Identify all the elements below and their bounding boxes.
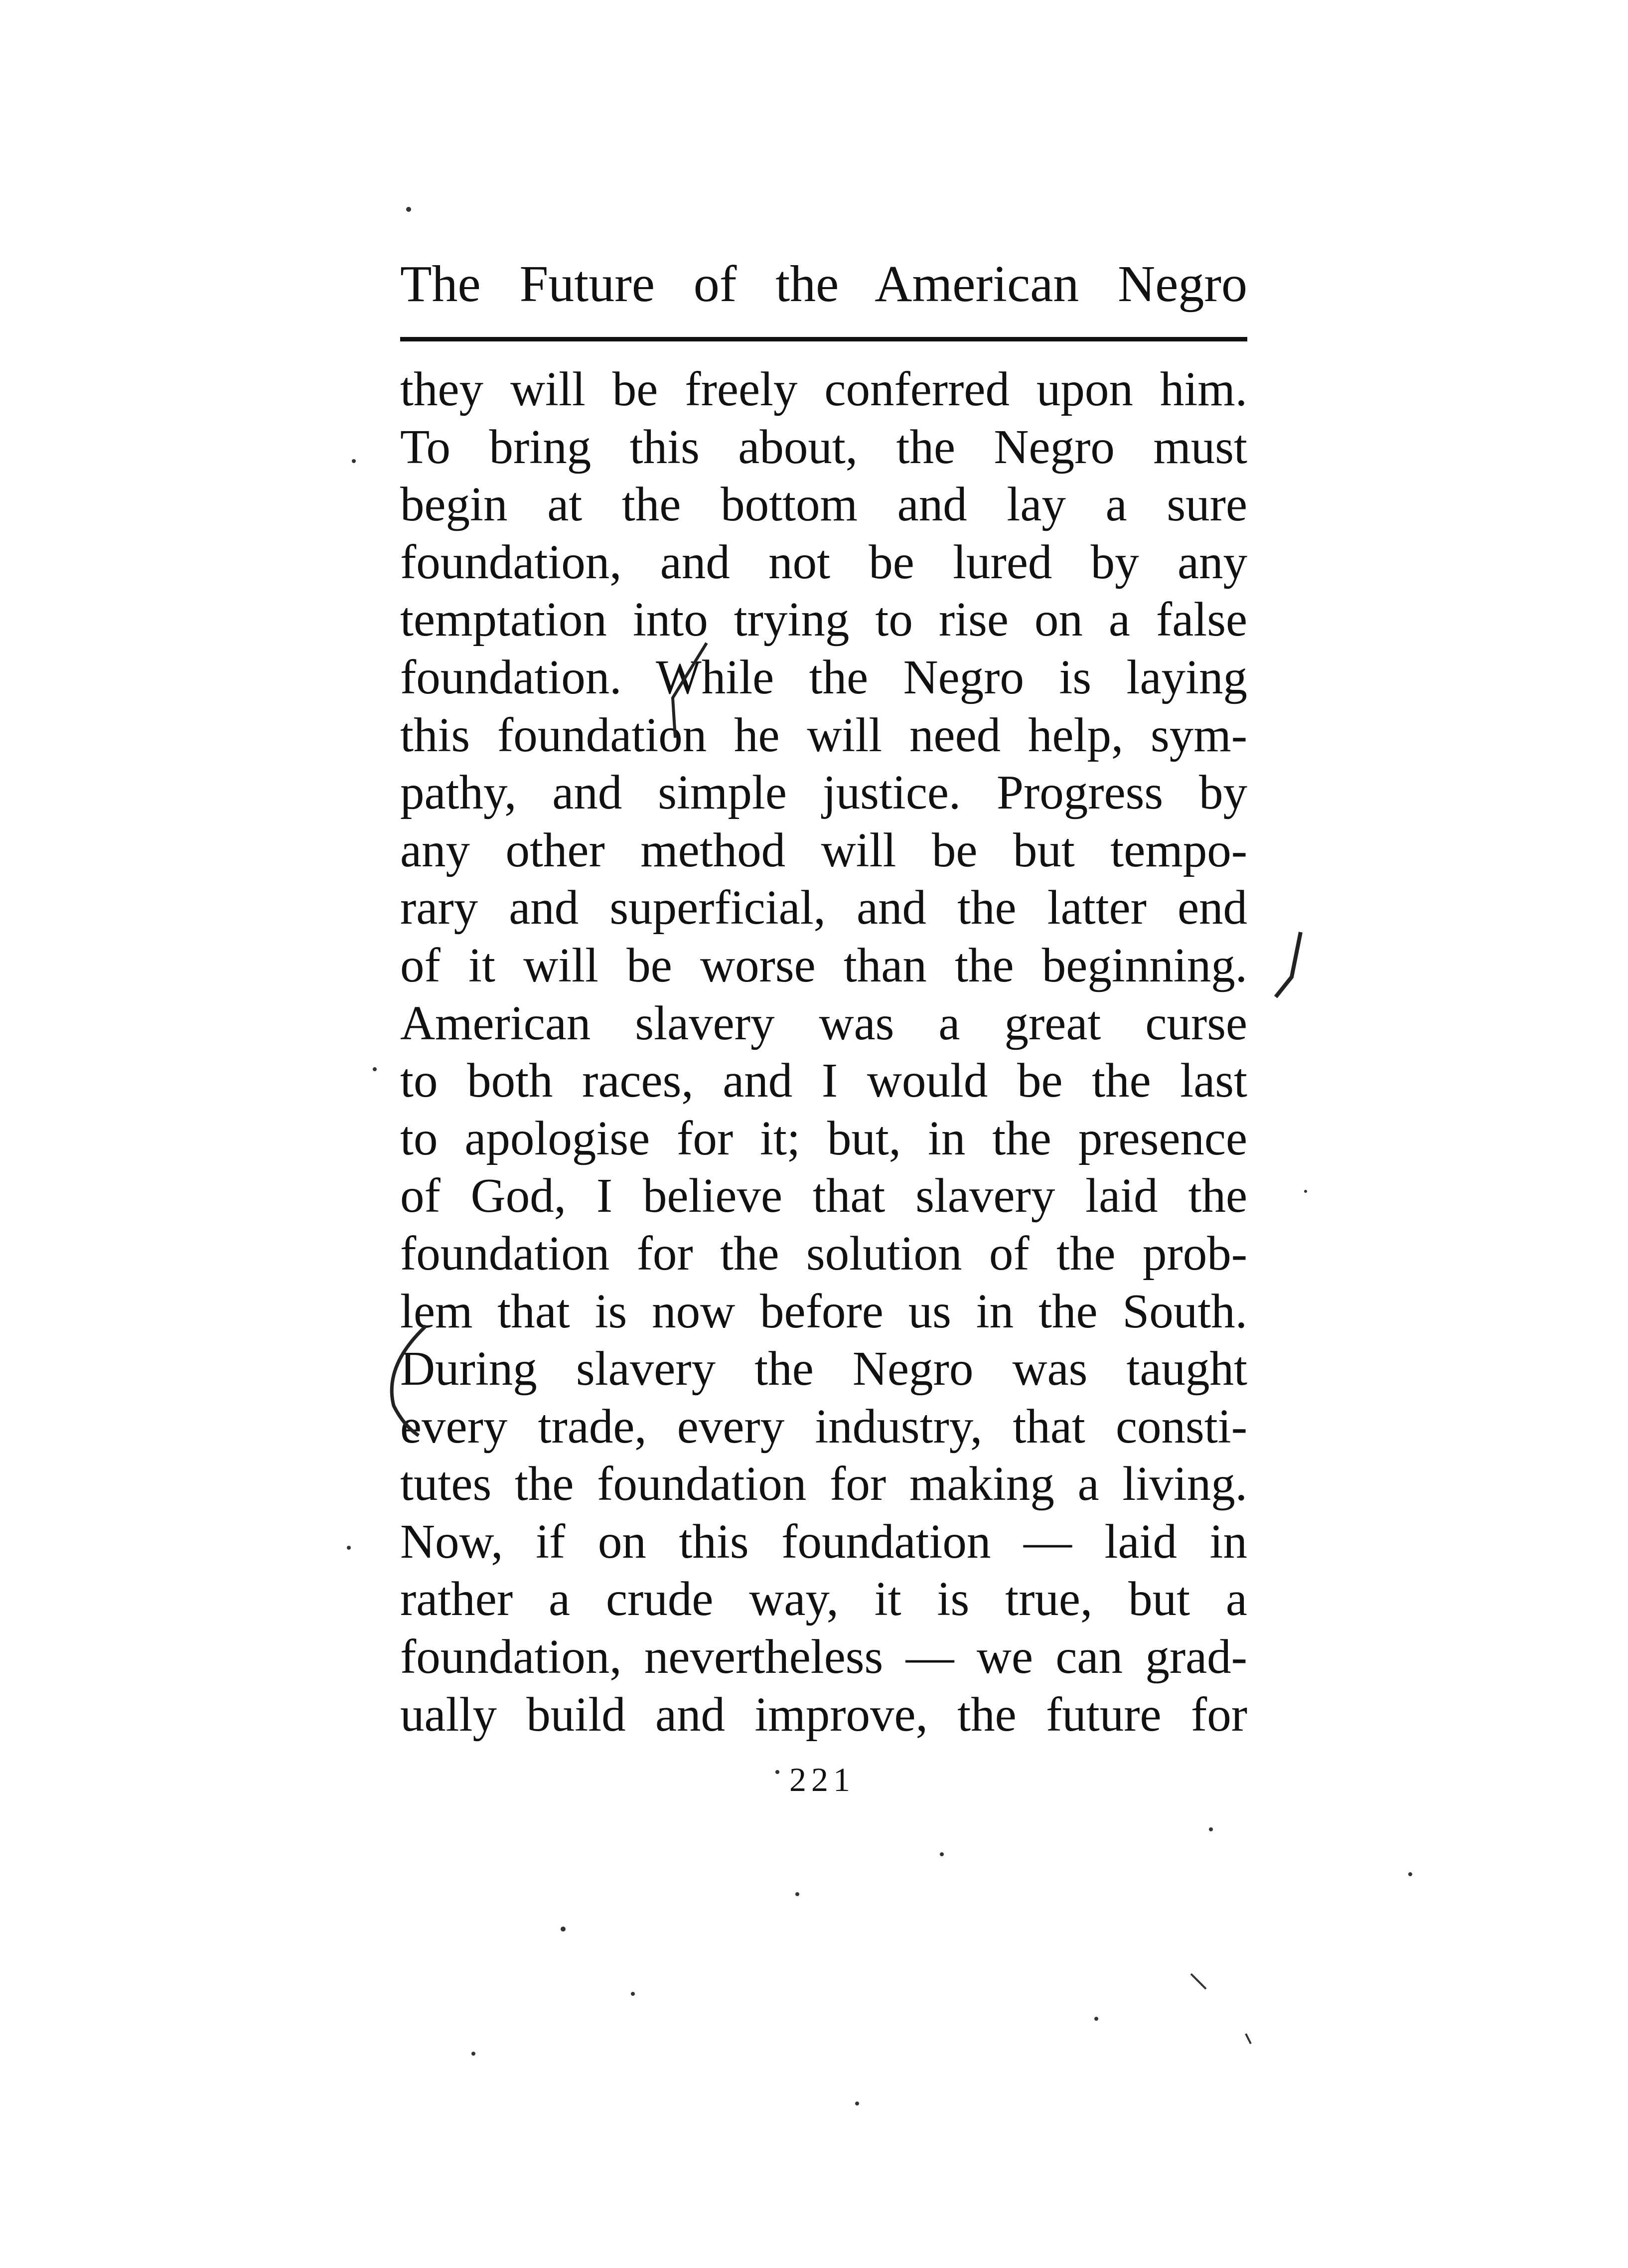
speck — [1094, 2017, 1098, 2021]
pencil-bracket-mark — [392, 1326, 426, 1436]
speck — [406, 207, 411, 212]
speck — [631, 1992, 635, 1996]
speck — [940, 1852, 944, 1856]
text-line: To bring this about, the Negro must — [400, 420, 1247, 474]
pencil-slash-mark — [1276, 932, 1301, 997]
text-line: foundation, nevertheless — we can grad- — [400, 1630, 1247, 1684]
speck — [471, 2052, 475, 2056]
text-line: begin at the bottom and lay a sure — [400, 478, 1247, 531]
speck — [352, 459, 356, 463]
text-line: During slavery the Negro was taught — [400, 1342, 1247, 1396]
text-line: ually build and improve, the future for — [400, 1687, 1247, 1741]
text-line: foundation for the solution of the prob- — [400, 1226, 1247, 1280]
speck — [1304, 1190, 1307, 1193]
speck — [1191, 1974, 1206, 1989]
text-line: pathy, and simple justice. Progress by — [400, 766, 1247, 819]
speck — [373, 1067, 377, 1071]
speck — [1209, 1827, 1213, 1831]
text-line: tutes the foundation for making a living. — [400, 1457, 1247, 1511]
text-line: of it will be worse than the beginning. — [400, 938, 1247, 992]
running-head: The Future of the American Negro — [400, 255, 1247, 313]
text-line: lem that is now before us in the South. — [400, 1284, 1247, 1338]
speck — [795, 1892, 799, 1896]
text-line: to apologise for it; but, in the presence — [400, 1111, 1247, 1165]
text-line: American slavery was a great curse — [400, 996, 1247, 1050]
text-line: Now, if on this foundation — laid in — [400, 1514, 1247, 1568]
text-line: rary and superficial, and the latter end — [400, 881, 1247, 935]
text-line: every trade, every industry, that consti- — [400, 1399, 1247, 1453]
text-line: this foundation he will need help, sym- — [400, 708, 1247, 762]
text-line: to both races, and I would be the last — [400, 1054, 1247, 1108]
pencil-slash-mark — [673, 643, 707, 738]
speck — [347, 1546, 351, 1550]
speck — [561, 1927, 566, 1932]
speck — [1408, 1872, 1412, 1876]
text-line: of God, I believe that slavery laid the — [400, 1169, 1247, 1223]
text-line: any other method will be but tempo- — [400, 823, 1247, 877]
text-line: foundation, and not be lured by any — [400, 535, 1247, 589]
text-line: they will be freely conferred upon him. — [400, 362, 1247, 416]
speck — [1246, 2034, 1251, 2044]
page-number: 221 — [789, 1761, 855, 1798]
text-line: temptation into trying to rise on a false — [400, 593, 1247, 647]
speck — [855, 2102, 859, 2106]
text-line: rather a crude way, it is true, but a — [400, 1572, 1247, 1626]
text-line: foundation. While the Negro is laying — [400, 650, 1247, 704]
